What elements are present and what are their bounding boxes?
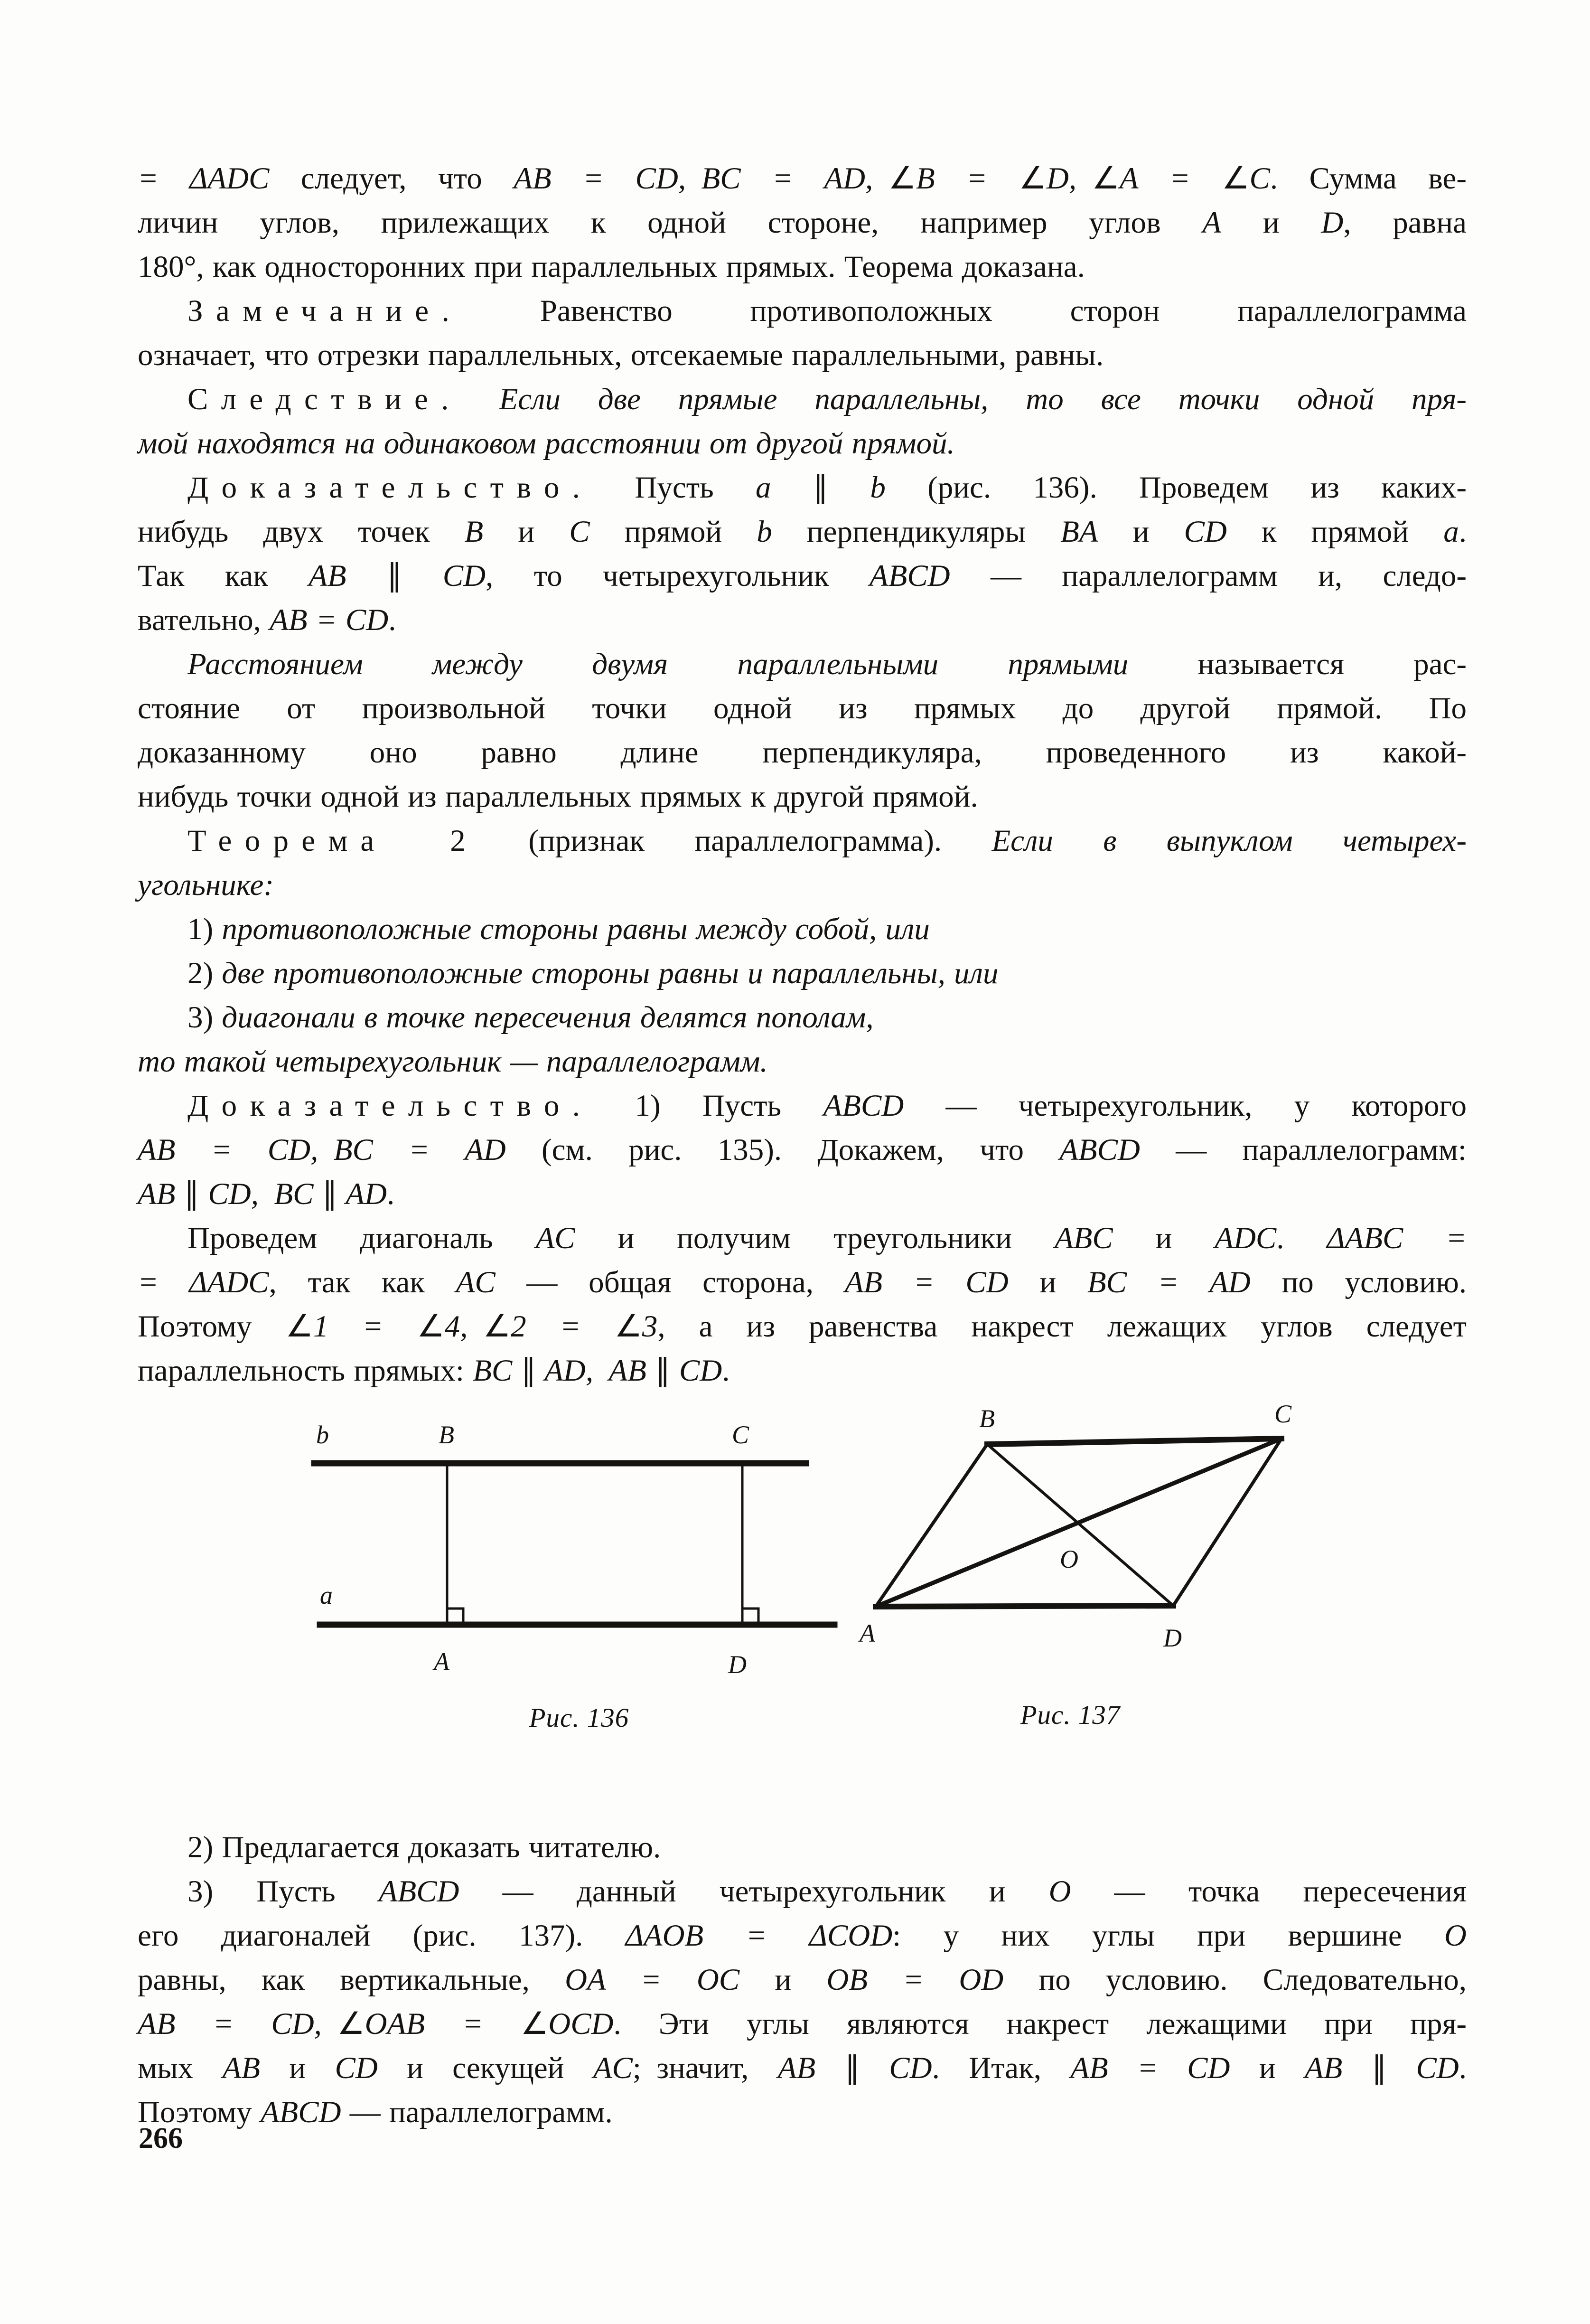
figure-136-caption: Рис. 136 (529, 1703, 629, 1733)
text-run: ∠1 = ∠4, ∠2 = ∠3 (285, 1309, 658, 1344)
text-run: равны, как вертикальные, (138, 1963, 565, 1997)
figure-136-drawing (280, 1410, 878, 1695)
text-run: ΔAOB = ΔCOD (625, 1919, 893, 1953)
text-run: и (1098, 515, 1184, 549)
text-run: (см. рис. 135). Докажем, что (505, 1133, 1060, 1167)
text-run: прямой (589, 515, 757, 549)
text-line (138, 377, 1467, 422)
text-run: CD (335, 2051, 378, 2085)
text-run: , то четырехугольник (486, 559, 870, 593)
label-point-a: A (434, 1647, 449, 1676)
text-line (138, 157, 1467, 201)
text-run: 2) Предлагается доказать читателю. (187, 1830, 661, 1864)
text-run: a ∥ b (755, 470, 886, 505)
text-run: Замечание. (187, 294, 462, 328)
text-line (138, 422, 1467, 466)
text-line (138, 245, 1467, 289)
text-run: Если две прямые параллельны, то все точки одной пря- (461, 382, 1467, 416)
text-line (138, 554, 1467, 598)
text-run: A (1202, 206, 1222, 240)
text-run: BC ∥ AD, AB ∥ CD (473, 1354, 722, 1388)
text-line (138, 1128, 1467, 1172)
text-run: ABC (1054, 1221, 1113, 1255)
text-run: . (1276, 1221, 1327, 1255)
text-run: . (722, 1354, 730, 1388)
text-line (138, 1216, 1467, 1261)
text-run: . Сумма ве- (1270, 161, 1467, 196)
text-run: (рис. 136). Проведем из каких- (885, 470, 1467, 505)
text-run: Равенство противоположных сторон параллелограмма (462, 294, 1467, 328)
text-line (138, 1261, 1467, 1305)
text-run: и получим треугольники (575, 1221, 1055, 1255)
text-run: — точка пересечения (1071, 1874, 1467, 1909)
label-line-a: a (320, 1581, 333, 1609)
text-run: — параллелограмм и, следо- (950, 559, 1467, 593)
text-run: AB ∥ CD, BC ∥ AD (138, 1177, 387, 1211)
text-line (138, 2090, 1467, 2135)
text-run: 3) (187, 1000, 222, 1035)
text-run: стояние от произвольной точки одной из прямых до другой прямой. По (138, 691, 1467, 725)
text-run: — параллелограмм: (1140, 1133, 1467, 1167)
text-line (138, 951, 1467, 996)
text-line (138, 289, 1467, 333)
text-run: диагонали в точке пересечения делятся пополам, (222, 1000, 874, 1035)
text-run: AC (456, 1265, 496, 1299)
text-run: = ΔADC (138, 1265, 269, 1299)
text-run: перпендикуляры (772, 515, 1061, 549)
text-run: Поэтому (138, 1309, 286, 1344)
text-run: . (1459, 2051, 1467, 2085)
text-run: AB (222, 2051, 261, 2085)
text-line (138, 510, 1467, 554)
text-run: . (1459, 515, 1467, 549)
text-run: ABCD (260, 2095, 341, 2129)
text-line (138, 1825, 1467, 1870)
text-run: AB = CD (270, 603, 389, 637)
text-run: ABCD (823, 1089, 904, 1123)
text-line (138, 996, 1467, 1040)
text-run: = ΔADC (138, 161, 301, 196)
text-run: BC = AD (1087, 1265, 1251, 1299)
text-line (138, 1172, 1467, 1216)
label-point-b: B (439, 1421, 454, 1449)
text-run: AB = CD, BC = AD (138, 1133, 506, 1167)
text-run: ADC (1215, 1221, 1277, 1255)
text-run: означает, что отрезки параллельных, отсекаемые параллельными, равны. (138, 338, 1104, 372)
text-run: — параллелограмм. (341, 2095, 613, 2129)
figure-137-caption: Рис. 137 (1020, 1700, 1121, 1730)
text-run: нибудь точки одной из параллельных прямых к другой прямой. (138, 780, 978, 814)
text-line (138, 2046, 1467, 2090)
text-block-bottom (138, 1825, 1467, 2135)
text-run: 3) Пусть (187, 1874, 379, 1909)
text-run: (признак параллелограмма). (478, 824, 992, 858)
text-line (138, 687, 1467, 731)
text-run: , а из равенства накрест лежащих углов следует (657, 1309, 1467, 1344)
text-run: Если в выпуклом четырех- (991, 824, 1467, 858)
text-line (138, 333, 1467, 377)
text-run: и (483, 515, 570, 549)
diagonal-bd (987, 1444, 1173, 1606)
text-run: и (260, 2051, 335, 2085)
text-run: O (1444, 1919, 1467, 1953)
text-run: угольнике: (138, 868, 274, 902)
text-run: Пусть (593, 470, 756, 505)
text-run: к прямой (1226, 515, 1444, 549)
text-run: и (1113, 1221, 1215, 1255)
figure-137 (823, 1402, 1412, 1731)
text-run: и (739, 1963, 827, 1997)
side-bc (987, 1439, 1281, 1444)
text-run: его диагоналей (рис. 137). (138, 1919, 626, 1953)
label-point-a: A (860, 1619, 875, 1647)
text-line (138, 1958, 1467, 2002)
text-run: AB = CD, BC = AD, ∠B = ∠D, ∠A = ∠C (514, 161, 1270, 196)
text-run: параллельность прямых: (138, 1354, 473, 1388)
text-run: OA = OC (565, 1963, 740, 1997)
text-run: ΔABC = (1327, 1221, 1467, 1255)
text-run: AB = CD (844, 1265, 1009, 1299)
text-line (138, 2002, 1467, 2046)
figures-row (138, 1402, 1471, 1829)
text-run: AB = CD (1070, 2051, 1230, 2085)
text-run: . Итак, (932, 2051, 1071, 2085)
text-run: CD (1184, 515, 1227, 549)
text-run: , равна (1343, 206, 1467, 240)
text-run: . Эти углы являются накрест лежащими при пря- (613, 2007, 1467, 2041)
text-run: OB = OD (826, 1963, 1004, 1997)
text-run: личин углов, прилежащих к одной стороне, например углов (138, 206, 1203, 240)
label-point-o: O (1060, 1545, 1078, 1573)
text-run: — четырехугольник, у которого (904, 1089, 1467, 1123)
text-line (138, 1914, 1467, 1958)
text-run: : у них углы при вершине (892, 1919, 1445, 1953)
text-run: b (757, 515, 772, 549)
text-block-top (138, 157, 1467, 1393)
text-line (138, 775, 1467, 819)
text-run: BA (1060, 515, 1098, 549)
text-run: ABCD (869, 559, 950, 593)
label-point-c: C (1274, 1402, 1292, 1428)
text-line (138, 1870, 1467, 1914)
text-line (138, 598, 1467, 642)
text-line (138, 731, 1467, 775)
text-run: C (569, 515, 590, 549)
text-run: противоположные стороны равны между собой, или (222, 912, 930, 946)
text-run: ABCD (1059, 1133, 1140, 1167)
text-line (138, 1305, 1467, 1349)
text-run: B (464, 515, 484, 549)
text-run: AB = CD, ∠OAB = ∠OCD (138, 2007, 614, 2041)
text-run: называется рас- (1128, 647, 1467, 681)
text-run: Следствие. (187, 382, 462, 416)
text-run: 1) (187, 912, 222, 946)
label-point-b: B (979, 1404, 995, 1433)
text-run: Поэтому (138, 2095, 261, 2129)
text-run: нибудь двух точек (138, 515, 465, 549)
figure-136 (280, 1410, 878, 1733)
text-run: 180°, как односторонних при параллельных прямых. Теорема доказана. (138, 250, 1085, 284)
page-number: 266 (139, 2122, 183, 2155)
text-run: Теорема 2 (187, 824, 479, 858)
text-run: O (1048, 1874, 1071, 1909)
text-run: Доказательство. (187, 1089, 593, 1123)
text-run: . (387, 1177, 395, 1211)
text-line (138, 201, 1467, 245)
text-run: Так как (138, 559, 309, 593)
text-run: 2) (187, 956, 222, 990)
side-ad (876, 1606, 1173, 1607)
text-run: ; значит, (632, 2051, 778, 2085)
label-point-d: D (728, 1650, 747, 1679)
text-run: и (1230, 2051, 1305, 2085)
label-point-c: C (732, 1421, 749, 1449)
text-run: две противоположные стороны равны и параллельны, или (222, 956, 999, 990)
text-run: AC (535, 1221, 575, 1255)
label-point-d: D (1163, 1624, 1182, 1652)
text-run: то такой четырехугольник — параллелограмм. (138, 1044, 768, 1079)
side-cd (1173, 1439, 1281, 1606)
text-line (138, 863, 1467, 907)
text-run: ABCD (378, 1874, 459, 1909)
text-run: AB ∥ CD (777, 2051, 932, 2085)
text-run: . (388, 603, 396, 637)
text-run: Доказательство. (187, 470, 593, 505)
label-line-b: b (316, 1421, 329, 1449)
text-run: следует, что (300, 161, 514, 196)
text-run: Проведем диагональ (187, 1221, 536, 1255)
text-run: по условию. (1250, 1265, 1467, 1299)
figure-137-drawing (823, 1402, 1412, 1692)
text-run: a (1443, 515, 1459, 549)
text-run: и (1008, 1265, 1087, 1299)
text-line (138, 642, 1467, 687)
text-run: и секущей (377, 2051, 593, 2085)
text-line (138, 466, 1467, 510)
text-line (138, 1040, 1467, 1084)
text-run: D (1321, 206, 1344, 240)
text-run: — данный четырехугольник и (459, 1874, 1049, 1909)
text-run: мой находятся на одинаковом расстоянии от другой прямой. (138, 426, 955, 461)
text-run: AB ∥ CD (1304, 2051, 1459, 2085)
text-run: мых (138, 2051, 223, 2085)
text-run: доказанному оно равно длине перпендикуляра, проведенного из какой- (138, 735, 1467, 770)
text-line (138, 1084, 1467, 1128)
text-line (138, 907, 1467, 951)
text-line (138, 819, 1467, 863)
text-run: AB ∥ CD (309, 559, 486, 593)
text-run: AC (593, 2051, 633, 2085)
text-run: и (1221, 206, 1321, 240)
text-run: 1) Пусть (593, 1089, 823, 1123)
text-line (138, 1349, 1467, 1393)
text-run: Расстоянием между двумя параллельными прямыми (187, 647, 1129, 681)
text-run: по условию. Следовательно, (1003, 1963, 1467, 1997)
text-run: вательно, (138, 603, 270, 637)
text-run: , так как (269, 1265, 456, 1299)
text-run: — общая сторона, (495, 1265, 845, 1299)
